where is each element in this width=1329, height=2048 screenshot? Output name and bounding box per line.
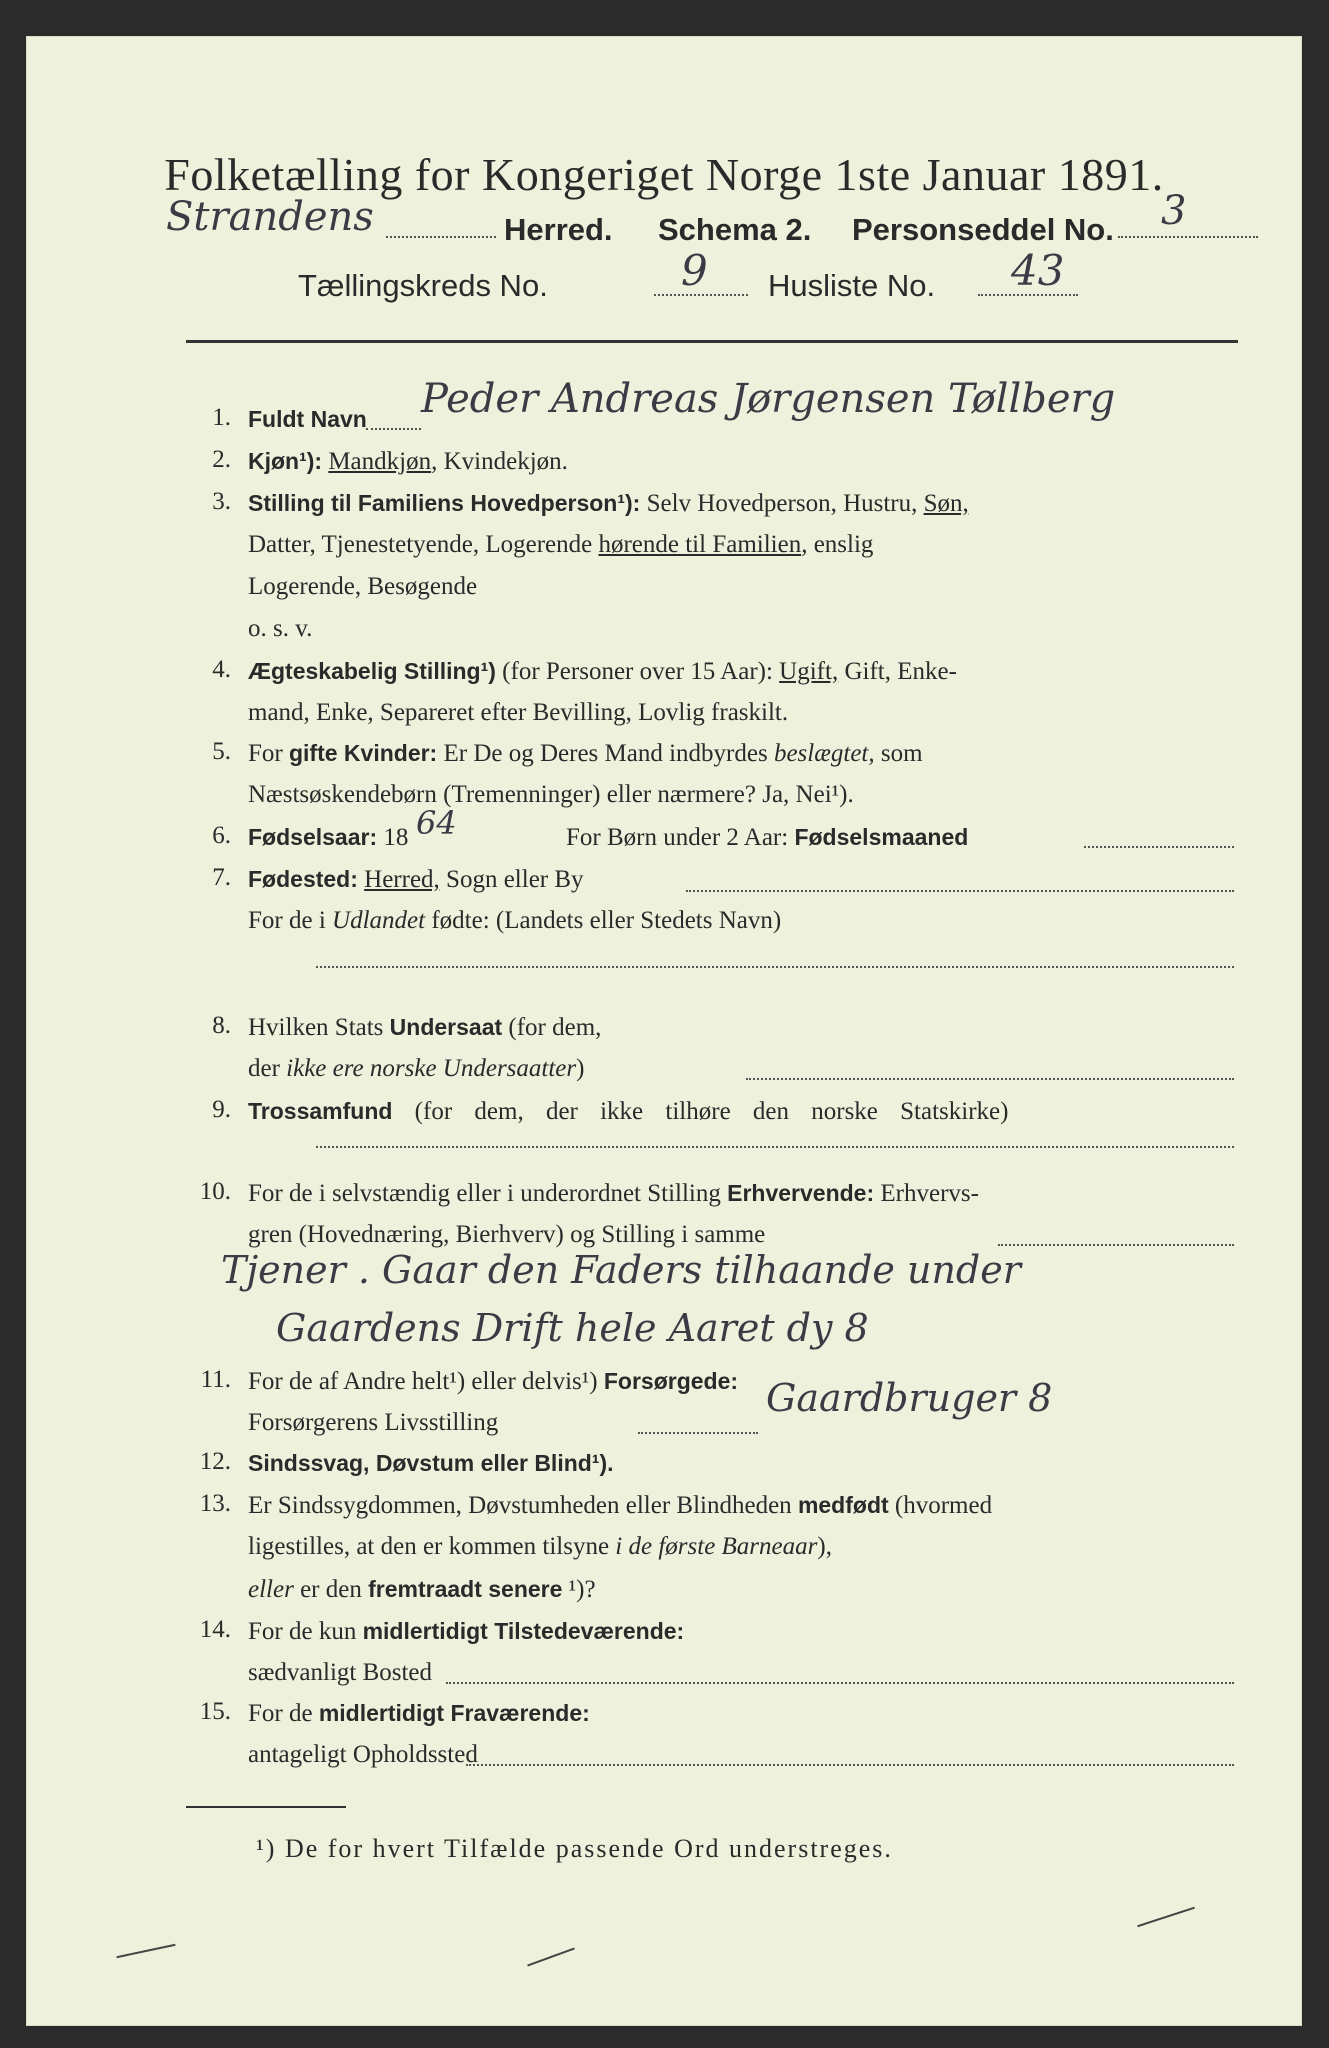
stats-italic: ikke ere norske Undersaatter: [286, 1055, 577, 1082]
item-number: 1.: [212, 404, 231, 431]
aegteskabelig-label: Ægteskabelig Stilling¹): [248, 658, 496, 684]
dotted-line: [386, 236, 496, 238]
born-under-2: For Børn under 2 Aar:: [566, 824, 795, 851]
item-number: 11.: [200, 1366, 231, 1393]
herred-handwritten: Strandens: [166, 194, 374, 240]
item-number: 4.: [212, 656, 231, 683]
udlandet-text: fødte: (Landets eller Stedets Navn): [425, 907, 782, 934]
beslaegtet-italic: beslægtet,: [773, 740, 875, 767]
tilstede-text: For de kun: [248, 1618, 363, 1645]
dotted-line: [998, 1244, 1234, 1246]
item-number: 2.: [212, 446, 231, 473]
census-form: [26, 36, 1302, 2026]
herred-label: Herred.: [504, 212, 613, 247]
header-rule: [186, 340, 1238, 343]
name-handwritten: Peder Andreas Jørgensen Tøllberg: [421, 376, 1116, 422]
horende-underlined: hørende til Familien: [598, 531, 802, 558]
husliste-label: Husliste No.: [768, 268, 936, 303]
erhverv-line2: gren (Hovednæring, Bierhverv) og Stilling i samme: [248, 1221, 766, 1248]
fodested-label: Fødested:: [248, 866, 358, 892]
barneaar-italic: i de første Barneaar: [615, 1533, 818, 1560]
medfodt-label: medfødt: [797, 1492, 889, 1518]
item-number: 14.: [199, 1616, 231, 1643]
item-number: 5.: [212, 738, 231, 765]
fremtraadt-label: fremtraadt senere: [368, 1576, 563, 1602]
gifte-text: For: [248, 740, 289, 767]
dotted-line: [1118, 236, 1258, 238]
fodested-selected: Herred,: [364, 866, 440, 893]
sindssyg-text: er den: [293, 1576, 369, 1603]
item-number: 3.: [212, 488, 231, 515]
sindssyg-text: (hvormed: [888, 1492, 993, 1519]
gifte-line2: Næstsøskendebørn (Tremenninger) eller nærmere? Ja, Nei¹).: [248, 781, 854, 808]
stilling-options: Logerende, Besøgende: [248, 573, 478, 600]
dotted-line: [366, 428, 421, 430]
bosted-label: sædvanligt Bosted: [248, 1659, 433, 1686]
opholdssted-label: antageligt Opholdssted: [248, 1741, 478, 1768]
trossamfund-label: Trossamfund: [248, 1098, 393, 1124]
husliste-number: 43: [1011, 246, 1065, 295]
dotted-line: [978, 294, 1078, 296]
stilling-options: Selv Hovedperson, Hustru,: [646, 490, 924, 517]
gifte-kvinder-label: gifte Kvinder:: [288, 740, 438, 766]
taellingskreds-label: Tællingskreds No.: [298, 268, 548, 303]
fravaer-text: For de: [248, 1700, 319, 1727]
pen-mark: [1137, 1907, 1195, 1927]
footnote: ¹) De for hvert Tilfælde passende Ord understreges.: [256, 1834, 893, 1863]
sindssyg-text: ¹)?: [562, 1576, 596, 1603]
stilling-selected: Søn,: [923, 490, 969, 517]
dotted-line: [654, 294, 748, 296]
stats-text: Hvilken Stats: [248, 1014, 390, 1041]
stilling-options: , enslig: [801, 531, 874, 558]
item-number: 10.: [199, 1178, 231, 1205]
eller-italic: eller: [248, 1576, 294, 1603]
udlandet-text: For de i: [248, 907, 333, 934]
item-number: 12.: [199, 1448, 231, 1475]
dotted-line: [638, 1432, 758, 1434]
footnote-rule: [186, 1806, 346, 1808]
taellingskreds-number: 9: [681, 246, 708, 295]
aegteskabelig-text: Gift, Enke-: [838, 658, 957, 685]
dotted-line: [446, 1682, 1234, 1684]
tilstedevaerende-label: midlertidigt Tilstedeværende:: [362, 1618, 685, 1644]
pen-mark: [527, 1948, 575, 1967]
kjon-label: Kjøn¹):: [248, 448, 323, 474]
personseddel-label: Personseddel No.: [852, 212, 1114, 247]
sindssyg-text: ),: [817, 1533, 832, 1560]
item-number: 9.: [212, 1096, 231, 1123]
fuldt-navn-label: Fuldt Navn: [248, 406, 367, 432]
stilling-osv: o. s. v.: [248, 615, 313, 642]
sindssyg-text: Er Sindssygdommen, Døvstumheden eller Blindheden: [248, 1492, 798, 1519]
occupation-handwritten-1: Tjener . Gaar den Faders tilhaande under: [221, 1248, 1021, 1292]
personseddel-number: 3: [1161, 188, 1187, 234]
stats-text: (for dem,: [502, 1014, 602, 1041]
dotted-line: [1084, 846, 1234, 848]
gifte-text: Er De og Deres Mand indbyrdes: [437, 740, 774, 767]
item-number: 15.: [199, 1698, 231, 1725]
forsorgede-label: Forsørgede:: [603, 1368, 739, 1394]
aegteskabelig-selected: Ugift,: [779, 658, 839, 685]
undersaat-label: Undersaat: [389, 1014, 503, 1040]
forsorger-handwritten: Gaardbruger 8: [766, 1376, 1053, 1420]
kjon-option-selected: Mandkjøn: [328, 448, 432, 475]
fravaerende-label: midlertidigt Fraværende:: [318, 1700, 590, 1726]
dotted-line: [746, 1078, 1234, 1080]
form-title: Folketælling for Kongeriget Norge 1ste Januar 1891.: [164, 149, 1164, 200]
stats-text: der: [248, 1055, 287, 1082]
aegteskabelig-options: mand, Enke, Separeret efter Bevilling, Lovlig fraskilt.: [248, 699, 789, 726]
schema-label: Schema 2.: [658, 212, 812, 247]
stilling-options: Datter, Tjenestetyende, Logerende: [248, 531, 599, 558]
pen-mark: [116, 1944, 175, 1958]
kjon-option: , Kvindekjøn.: [431, 448, 568, 475]
item-number: 7.: [212, 864, 231, 891]
fodselsaar-label: Fødselsaar:: [248, 824, 378, 850]
stilling-label: Stilling til Familiens Hovedperson¹):: [248, 490, 641, 516]
sindssvag-label: Sindssvag, Døvstum eller Blind¹).: [248, 1450, 614, 1476]
year-prefix: 18: [377, 824, 409, 851]
fodested-options: Sogn eller By: [439, 866, 584, 893]
dotted-line: [316, 1146, 1234, 1148]
dotted-line: [686, 890, 1234, 892]
gifte-text: som: [874, 740, 923, 767]
occupation-handwritten-2: Gaardens Drift hele Aaret dy 8: [276, 1306, 869, 1350]
trossamfund-text: (for dem, der ikke tilhøre den norske Statskirke): [392, 1098, 1009, 1125]
forsorgerens-label: Forsørgerens Livsstilling: [248, 1409, 499, 1436]
item-number: 13.: [199, 1490, 231, 1517]
sindssyg-text: ligestilles, at den er kommen tilsyne: [248, 1533, 616, 1560]
aegteskabelig-text: (for Personer over 15 Aar):: [502, 658, 780, 685]
item-number: 6.: [212, 822, 231, 849]
erhverv-text: For de i selvstændig eller i underordnet Stilling: [248, 1180, 728, 1207]
fodselsmaaned-label: Fødselsmaaned: [794, 824, 969, 850]
erhverv-text: Erhvervs-: [874, 1180, 979, 1207]
stats-text: ): [576, 1055, 585, 1082]
item-number: 8.: [212, 1012, 231, 1039]
dotted-line: [466, 1764, 1234, 1766]
forsorget-text: For de af Andre helt¹) eller delvis¹): [248, 1368, 604, 1395]
dotted-line: [316, 966, 1234, 968]
year-handwritten: 64: [416, 804, 457, 842]
udlandet-italic: Udlandet: [332, 907, 426, 934]
erhvervende-label: Erhvervende:: [727, 1180, 875, 1206]
